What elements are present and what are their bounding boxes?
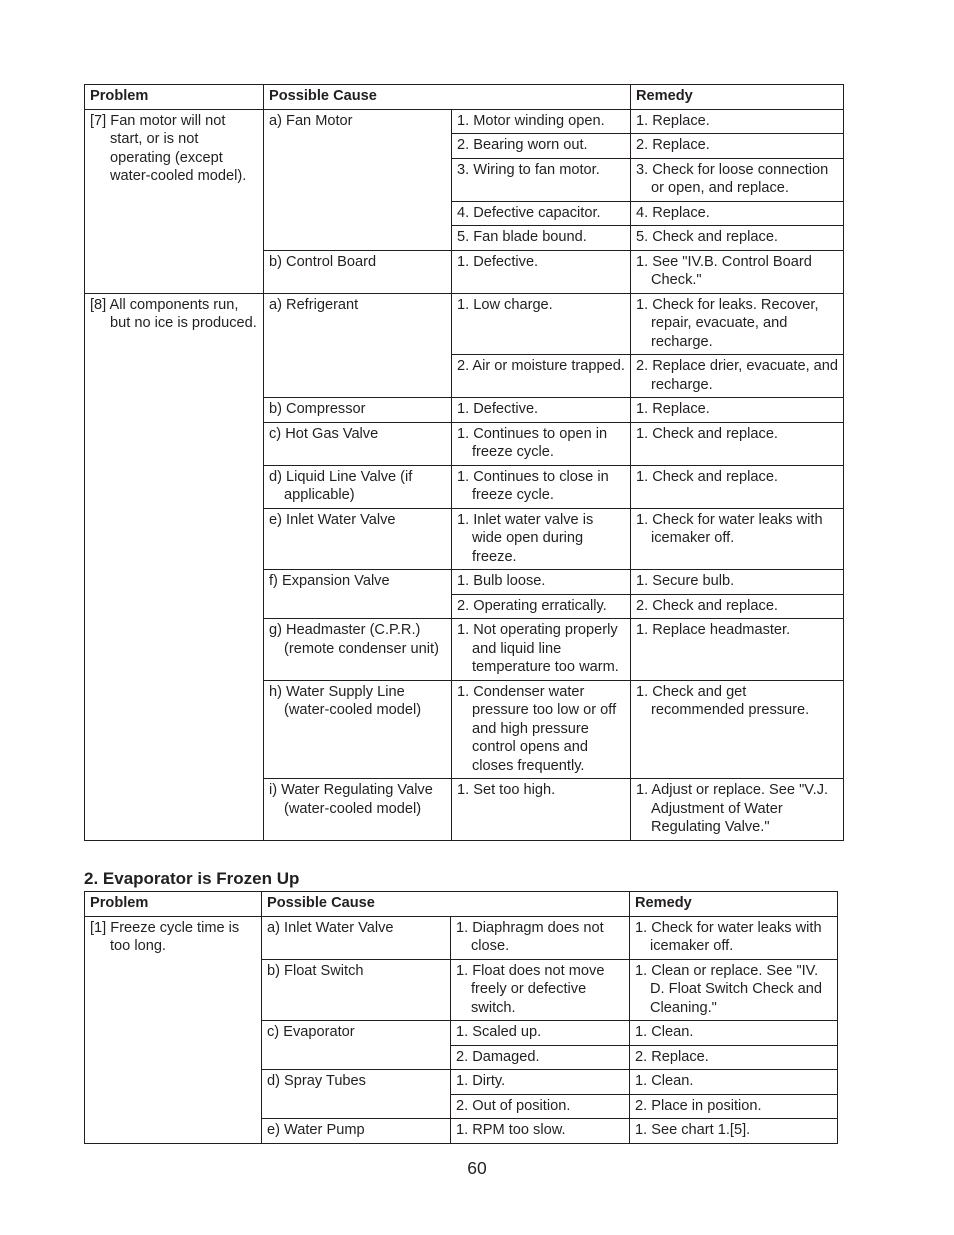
- cause-cell: [451, 1094, 630, 1119]
- header-remedy: Remedy: [630, 892, 838, 917]
- remedy-cell-text: 1. Replace headmaster.: [636, 622, 791, 638]
- component-cell: [262, 1119, 451, 1144]
- remedy-cell: [631, 508, 844, 570]
- remedy-cell: [631, 134, 844, 159]
- remedy-cell: [630, 1045, 838, 1070]
- cause-cell-text: 3. Wiring to fan motor.: [457, 161, 600, 178]
- cause-cell: [452, 619, 631, 681]
- component-cell-text: a) Inlet Water Valve: [267, 919, 394, 936]
- remedy-cell: [631, 201, 844, 226]
- table1-body: [85, 109, 844, 840]
- troubleshooting-table-evaporator: [84, 891, 838, 1144]
- cause-cell: [452, 201, 631, 226]
- cause-cell-text: 2. Operating erratically.: [457, 597, 607, 614]
- cause-cell: [452, 293, 631, 355]
- problem-cell: [85, 109, 264, 293]
- component-cell: [264, 398, 452, 423]
- header-problem: Problem: [85, 85, 264, 110]
- component-cell-text: g) Headmaster (C.P.R.) (remote condenser unit): [269, 622, 439, 657]
- remedy-cell: [631, 109, 844, 134]
- cause-cell-text: 1. Condenser water pressure too low or off and high pressure control opens and closes frequently.: [457, 683, 617, 774]
- cause-cell: [452, 422, 631, 465]
- component-cell-text: h) Water Supply Line (water-cooled model): [269, 683, 422, 718]
- cause-cell-text: 4. Defective capacitor.: [457, 204, 601, 221]
- cause-cell-text: 1. Not operating properly and liquid line temperature too warm.: [457, 622, 619, 675]
- cause-cell: [451, 1070, 630, 1095]
- remedy-cell-text: 2. Check and replace.: [636, 597, 778, 614]
- header-possible-cause: Possible Cause: [262, 892, 630, 917]
- table2-body: [85, 916, 838, 1143]
- cause-cell-text: 5. Fan blade bound.: [457, 229, 587, 245]
- component-cell: [262, 1070, 451, 1119]
- remedy-cell: [631, 398, 844, 423]
- component-cell: [264, 680, 452, 779]
- remedy-cell: [630, 1119, 838, 1144]
- cause-cell-text: 1. Motor winding open.: [457, 112, 605, 129]
- remedy-cell: [631, 158, 844, 201]
- component-cell: [264, 422, 452, 465]
- cause-cell: [452, 570, 631, 595]
- remedy-cell-text: 1. Check and replace.: [636, 468, 778, 485]
- cause-cell: [452, 158, 631, 201]
- component-cell-text: e) Water Pump: [267, 1122, 365, 1138]
- problem-cell-text: [1] Freeze cycle time is too long.: [90, 919, 240, 954]
- remedy-cell-text: 5. Check and replace.: [636, 229, 778, 245]
- remedy-cell-text: 1. Check and get recommended pressure.: [636, 683, 810, 718]
- remedy-cell: [631, 226, 844, 251]
- cause-cell: [451, 1045, 630, 1070]
- cause-cell-text: 1. Defective.: [457, 401, 539, 417]
- remedy-cell-text: 2. Replace.: [635, 1048, 709, 1065]
- table-header-row: [85, 892, 838, 917]
- table-header-row: [85, 85, 844, 110]
- component-cell: [262, 959, 451, 1021]
- remedy-cell: [631, 680, 844, 779]
- component-cell-text: e) Inlet Water Valve: [269, 511, 396, 528]
- component-cell-text: b) Control Board: [269, 253, 377, 270]
- problem-cell-text: [7] Fan motor will not start, or is not operating (except water-cooled model).: [90, 112, 247, 184]
- remedy-cell-text: 3. Check for loose connection or open, and replace.: [636, 161, 829, 196]
- component-cell-text: i) Water Regulating Valve (water-cooled model): [269, 782, 433, 817]
- remedy-cell-text: 1. Replace.: [636, 401, 710, 417]
- problem-cell-text: [8] All components run, but no ice is produced.: [90, 296, 257, 331]
- cause-cell-text: 1. RPM too slow.: [456, 1122, 566, 1138]
- cause-cell-text: 2. Damaged.: [456, 1048, 540, 1065]
- header-problem: Problem: [85, 892, 262, 917]
- problem-cell: [85, 916, 262, 1143]
- component-cell-text: b) Compressor: [269, 401, 366, 417]
- remedy-cell: [631, 779, 844, 841]
- page-number: 60: [467, 1158, 487, 1178]
- component-cell-text: b) Float Switch: [267, 962, 364, 979]
- cause-cell: [452, 109, 631, 134]
- remedy-cell: [631, 619, 844, 681]
- component-cell-text: c) Hot Gas Valve: [269, 425, 379, 442]
- table-row: [85, 109, 844, 134]
- section-title: 2. Evaporator is Frozen Up: [84, 869, 300, 888]
- table-row: [85, 293, 844, 355]
- component-cell: [264, 570, 452, 619]
- cause-cell: [452, 465, 631, 508]
- remedy-cell: [631, 594, 844, 619]
- remedy-cell-text: 1. Check for leaks. Recover, repair, evacuate, and recharge.: [636, 296, 819, 350]
- component-cell: [264, 465, 452, 508]
- cause-cell-text: 1. Scaled up.: [456, 1024, 542, 1040]
- remedy-cell: [630, 916, 838, 959]
- cause-cell-text: 1. Defective.: [457, 253, 539, 270]
- header-possible-cause: Possible Cause: [264, 85, 631, 110]
- component-cell: [264, 250, 452, 293]
- remedy-cell: [630, 1021, 838, 1046]
- cause-cell-text: 1. Dirty.: [456, 1073, 506, 1089]
- cause-cell-text: 1. Diaphragm does not close.: [456, 919, 604, 954]
- table-row: [85, 916, 838, 959]
- cause-cell: [451, 959, 630, 1021]
- cause-cell-text: 1. Low charge.: [457, 296, 553, 313]
- remedy-cell: [630, 1094, 838, 1119]
- cause-cell: [452, 250, 631, 293]
- cause-cell-text: 1. Continues to open in freeze cycle.: [457, 425, 608, 460]
- cause-cell: [451, 916, 630, 959]
- component-cell: [262, 1021, 451, 1070]
- component-cell-text: f) Expansion Valve: [269, 573, 390, 589]
- header-remedy: Remedy: [631, 85, 844, 110]
- remedy-cell: [631, 293, 844, 355]
- remedy-cell-text: 2. Place in position.: [635, 1097, 762, 1114]
- cause-cell-text: 1. Float does not move freely or defective switch.: [456, 962, 605, 1016]
- remedy-cell-text: 1. Clean.: [635, 1024, 694, 1040]
- component-cell: [262, 916, 451, 959]
- remedy-cell-text: 2. Replace drier, evacuate, and recharge.: [636, 358, 839, 393]
- cause-cell: [451, 1021, 630, 1046]
- cause-cell: [452, 226, 631, 251]
- cause-cell-text: 1. Continues to close in freeze cycle.: [457, 468, 609, 503]
- remedy-cell: [631, 422, 844, 465]
- cause-cell: [452, 355, 631, 398]
- remedy-cell-text: 1. See chart 1.[5].: [635, 1122, 751, 1138]
- cause-cell-text: 1. Set too high.: [457, 782, 556, 798]
- cause-cell-text: 1. Bulb loose.: [457, 573, 546, 589]
- remedy-cell-text: 1. Check for water leaks with icemaker off.: [636, 511, 823, 546]
- troubleshooting-table-fan-and-ice: [84, 84, 844, 841]
- cause-cell: [452, 134, 631, 159]
- remedy-cell-text: 1. Check for water leaks with icemaker off.: [635, 919, 822, 954]
- remedy-cell-text: 1. Adjust or replace. See "V.J. Adjustment of Water Regulating Valve.": [636, 782, 829, 835]
- remedy-cell-text: 1. See "IV.B. Control Board Check.": [636, 253, 812, 288]
- cause-cell: [452, 680, 631, 779]
- component-cell-text: a) Fan Motor: [269, 112, 353, 129]
- cause-cell-text: 2. Out of position.: [456, 1097, 571, 1114]
- component-cell: [264, 293, 452, 398]
- cause-cell-text: 2. Bearing worn out.: [457, 137, 588, 153]
- component-cell-text: c) Evaporator: [267, 1024, 355, 1040]
- remedy-cell-text: 4. Replace.: [636, 204, 710, 221]
- cause-cell: [452, 508, 631, 570]
- problem-cell: [85, 293, 264, 840]
- cause-cell: [452, 398, 631, 423]
- component-cell-text: a) Refrigerant: [269, 296, 359, 313]
- remedy-cell-text: 2. Replace.: [636, 137, 710, 153]
- remedy-cell: [631, 465, 844, 508]
- remedy-cell-text: 1. Check and replace.: [636, 425, 778, 442]
- component-cell: [264, 508, 452, 570]
- remedy-cell: [630, 1070, 838, 1095]
- remedy-cell: [631, 250, 844, 293]
- cause-cell-text: 1. Inlet water valve is wide open during freeze.: [457, 511, 594, 565]
- remedy-cell-text: 1. Clean.: [635, 1073, 694, 1089]
- remedy-cell: [631, 570, 844, 595]
- remedy-cell-text: 1. Secure bulb.: [636, 573, 735, 589]
- cause-cell: [451, 1119, 630, 1144]
- component-cell: [264, 619, 452, 681]
- component-cell-text: d) Liquid Line Valve (if applicable): [269, 468, 413, 503]
- component-cell: [264, 109, 452, 250]
- remedy-cell: [631, 355, 844, 398]
- component-cell-text: d) Spray Tubes: [267, 1073, 366, 1089]
- remedy-cell: [630, 959, 838, 1021]
- remedy-cell-text: 1. Replace.: [636, 112, 710, 129]
- cause-cell-text: 2. Air or moisture trapped.: [457, 358, 625, 374]
- cause-cell: [452, 594, 631, 619]
- cause-cell: [452, 779, 631, 841]
- remedy-cell-text: 1. Clean or replace. See "IV. D. Float Switch Check and Cleaning.": [635, 962, 822, 1016]
- component-cell: [264, 779, 452, 841]
